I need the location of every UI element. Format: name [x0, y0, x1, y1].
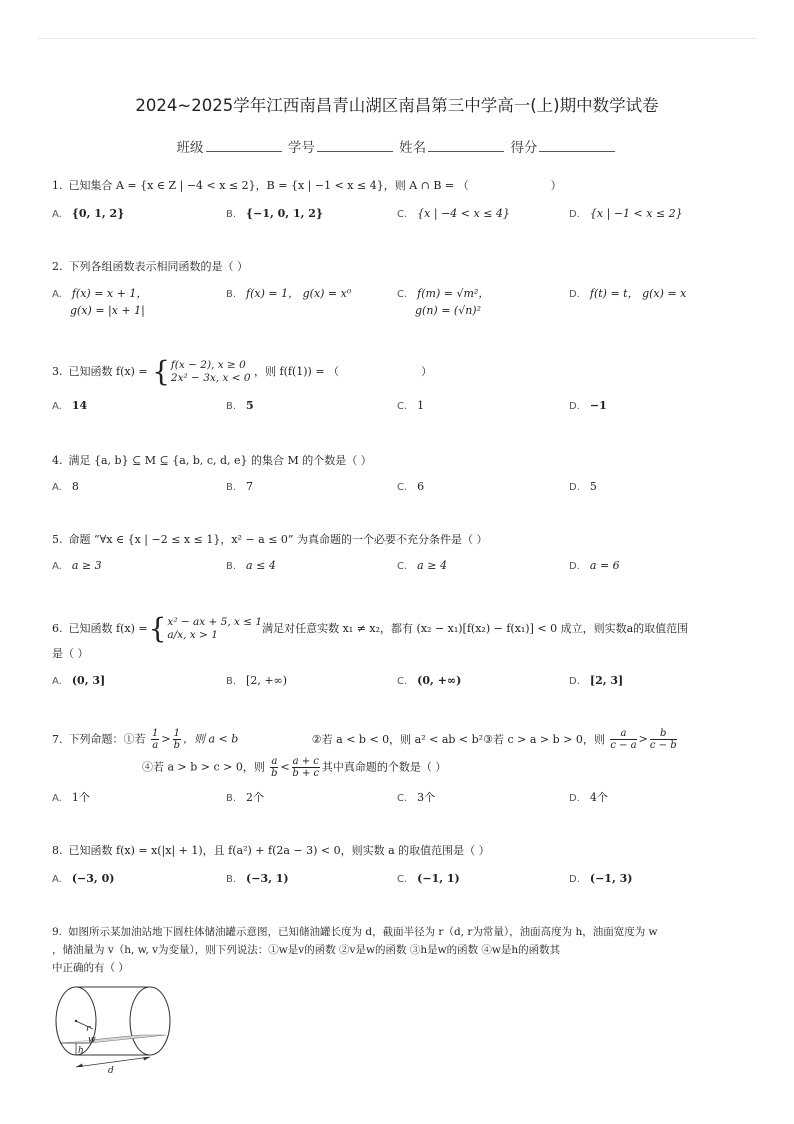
option-a[interactable] [52, 790, 90, 807]
name-label: 姓名 [399, 140, 427, 156]
question-number: 9. [52, 926, 63, 938]
option-text: (−3, 0) [71, 872, 115, 885]
option-d[interactable] [569, 558, 620, 575]
option-text: a ≤ 4 [246, 559, 276, 572]
option-text: {0, 1, 2} [71, 207, 125, 220]
option-label: C. [397, 676, 408, 687]
option-c[interactable] [397, 790, 435, 807]
option-a[interactable] [52, 871, 114, 888]
option-label: B. [226, 793, 237, 804]
piecewise-brace: { [152, 355, 170, 388]
option-label: B. [226, 561, 237, 572]
id-blank[interactable] [317, 139, 393, 152]
option-a[interactable] [52, 286, 147, 319]
question-stem-end: ） [421, 365, 433, 378]
label-h: h [78, 1046, 84, 1056]
question-9-line2 [52, 942, 756, 958]
option-a[interactable] [52, 673, 105, 690]
arrow-left [76, 1064, 83, 1068]
option-b[interactable] [226, 206, 323, 223]
option-text: 8 [71, 480, 79, 493]
option-d[interactable] [569, 206, 683, 223]
option-text: 7 [246, 480, 254, 493]
question-number: 2. [52, 260, 63, 273]
case-2: a/x, x > 1 [167, 629, 218, 641]
stem-part-1: 下列命题：①若 [68, 732, 146, 746]
student-info-line [0, 136, 794, 156]
top-rule [38, 38, 756, 39]
piecewise-cases [167, 616, 262, 642]
option-label: A. [52, 561, 62, 572]
option-b[interactable] [226, 398, 254, 415]
right-end-ellipse [130, 987, 170, 1055]
option-text: −1 [589, 399, 607, 412]
option-text-line2: g(n) = (√n)² [415, 304, 482, 317]
question-number: 7. [52, 732, 63, 746]
option-text: (−3, 1) [246, 872, 289, 885]
option-text: [2, +∞) [246, 674, 288, 687]
option-text: (0, +∞) [417, 674, 462, 687]
question-9-line3 [52, 960, 756, 976]
option-label: C. [397, 209, 408, 220]
oil-tank-figure [48, 985, 178, 1081]
option-text: a ≥ 4 [417, 559, 447, 572]
option-text: f(m) = √m²， [417, 287, 490, 300]
question-number: 6. [52, 622, 63, 635]
question-stem-end: ） [550, 179, 562, 192]
option-c[interactable] [397, 286, 489, 319]
option-label: C. [397, 561, 408, 572]
option-c[interactable] [397, 398, 424, 415]
id-label: 学号 [287, 140, 315, 156]
question-3 [52, 355, 752, 388]
question-stem-line2: ，储油量为 v（h, w, v为变量），则下列说法：①w是v的函数 ②v是w的函数 ③h是w的函数 ④w是h的函数其 [52, 944, 561, 956]
question-2 [52, 259, 752, 275]
option-c[interactable] [397, 479, 424, 496]
fraction-1-over-b: $\frac{1}{b}$ [173, 728, 180, 751]
option-label: A. [52, 209, 62, 220]
option-text: f(t) = t， g(x) = x [589, 287, 687, 300]
question-stem-pre: 已知函数 f(x) = [68, 365, 148, 378]
piecewise-cases [171, 359, 251, 385]
option-label: C. [397, 482, 408, 493]
question-number: 4. [52, 454, 63, 467]
option-text: a ≥ 3 [71, 559, 102, 572]
option-label: D. [569, 676, 580, 687]
question-stem-post: ，则 f(f(1)) = （ [254, 365, 340, 378]
option-text: 2个 [246, 791, 265, 804]
option-text: a = 6 [589, 559, 620, 572]
option-b[interactable] [226, 558, 276, 575]
option-text: (−1, 3) [589, 872, 633, 885]
option-label: B. [226, 482, 237, 493]
option-text: 6 [417, 480, 425, 493]
fraction-a-over-b: $\frac{a}{b}$ [271, 756, 278, 779]
option-label: C. [397, 874, 408, 885]
option-d[interactable] [569, 790, 608, 807]
option-text: 1 [417, 399, 425, 412]
score-blank[interactable] [539, 139, 615, 152]
question-9 [52, 924, 756, 940]
option-label: D. [569, 289, 580, 300]
option-label: D. [569, 561, 580, 572]
option-label: A. [52, 793, 62, 804]
option-text: (−1, 1) [417, 872, 460, 885]
option-b[interactable] [226, 871, 289, 888]
option-label: D. [569, 401, 580, 412]
case-2: 2x² − 3x, x < 0 [170, 372, 251, 384]
question-stem: 已知函数 f(x) = x(|x| + 1)，且 f(a²) + f(2a − 3) < 0，则实数 a 的取值范围是（ ） [68, 844, 490, 857]
question-stem-line3: 中正确的有（ ） [52, 962, 129, 974]
option-label: D. [569, 874, 580, 885]
option-label: D. [569, 209, 580, 220]
option-label: B. [226, 209, 237, 220]
label-d: d [108, 1066, 114, 1076]
option-label: C. [397, 793, 408, 804]
option-c[interactable] [397, 206, 510, 223]
option-label: B. [226, 874, 237, 885]
exam-title: 2024~2025学年江西南昌青山湖区南昌第三中学高一(上)期中数学试卷 [135, 96, 659, 115]
option-c[interactable] [397, 871, 460, 888]
case-1: x² − ax + 5, x ≤ 1 [167, 616, 263, 628]
option-text: 5 [589, 480, 597, 493]
question-stem: 满足 {a, b} ⊆ M ⊆ {a, b, c, d, e} 的集合 M 的个数是（ ） [68, 454, 372, 467]
option-label: C. [397, 401, 408, 412]
question-stem-line2: 是（ ） [52, 647, 89, 660]
option-text: 14 [71, 399, 88, 412]
option-text: 4个 [589, 791, 608, 804]
label-w: w [88, 1035, 96, 1045]
option-text: (0, 3] [71, 674, 106, 687]
option-b[interactable] [226, 790, 264, 807]
stem-part-3: ④若 a > b > c > 0，则 [142, 760, 265, 774]
option-text: f(x) = x + 1， [71, 287, 148, 300]
option-label: A. [52, 676, 62, 687]
option-text: f(x) = 1， g(x) = x⁰ [246, 287, 352, 300]
option-a[interactable] [52, 479, 79, 496]
fraction-a-plus-c-over-b-plus-c: $\frac{a + c}{b + c}$ [292, 756, 320, 779]
fraction-a-over-c-minus-a: $\frac{a}{c - a}$ [610, 728, 637, 751]
fraction-b-over-c-minus-b: $\frac{b}{c - b}$ [649, 728, 677, 751]
option-d[interactable] [569, 398, 607, 415]
option-label: B. [226, 289, 237, 300]
option-c[interactable] [397, 558, 447, 575]
option-text: 1个 [71, 791, 90, 804]
option-d[interactable] [569, 871, 632, 888]
option-label: D. [569, 482, 580, 493]
question-5 [52, 532, 752, 548]
option-text-line2: g(x) = |x + 1| [70, 304, 145, 317]
case-1: f(x − 2), x ≥ 0 [170, 359, 246, 371]
option-a[interactable] [52, 558, 102, 575]
question-6 [52, 612, 752, 645]
question-stem: 已知集合 A = {x ∈ Z | −4 < x ≤ 2}，B = {x | −1 < x ≤ 4}，则 A ∩ B = （ [68, 179, 469, 192]
option-d[interactable] [569, 286, 686, 303]
option-text: [2, 3] [589, 674, 624, 687]
option-label: A. [52, 874, 62, 885]
option-a[interactable] [52, 206, 124, 223]
stem-part-3b: 其中真命题的个数是（ ） [321, 760, 447, 774]
question-number: 8. [52, 844, 63, 857]
score-label: 得分 [510, 140, 538, 156]
option-text: {−1, 0, 1, 2} [246, 207, 324, 220]
question-7-line2: ④若 a > b > c > 0，则 $\frac{a}{b}$ < $\frac{a + c}{b + c}$ 其中真命题的个数是（ ） [142, 756, 447, 779]
fraction-1-over-a: $\frac{1}{a}$ [152, 728, 159, 751]
piecewise-brace: { [148, 612, 167, 645]
center-point [75, 1020, 77, 1022]
option-label: B. [226, 401, 237, 412]
option-d[interactable] [569, 479, 597, 496]
question-stem: 命题 “∀x ∈ {x | −2 ≤ x ≤ 1}，x² − a ≤ 0” 为真命题的一个必要不充分条件是（ ） [68, 533, 488, 546]
class-label: 班级 [176, 140, 204, 156]
stem-part-1b: ，则 a < b [182, 732, 239, 746]
option-c[interactable] [397, 673, 461, 690]
option-b[interactable] [226, 673, 287, 690]
question-number: 5. [52, 533, 63, 546]
question-stem-pre: 已知函数 f(x) = [68, 622, 148, 635]
option-label: A. [52, 289, 62, 300]
option-label: C. [397, 289, 408, 300]
question-8 [52, 843, 752, 859]
question-stem-post: 满足对任意实数 x₁ ≠ x₂，都有 (x₂ − x₁)[f(x₂) − f(x₁)] < 0 成立，则实数a的取值范围 [262, 622, 689, 635]
option-text: 5 [246, 399, 254, 412]
question-6-line2 [52, 646, 752, 662]
question-7: 7. 下列命题：①若 $\frac{1}{a}$ > $\frac{1}{b}$ ，则 a < b ②若 a < b < 0，则 a² < ab < b²③若 c > a > b > 0，则 $\frac{a}{c - a}$ > $\frac{b}{c - b}$ [52, 728, 677, 751]
option-label: D. [569, 793, 580, 804]
question-stem-line1: 如图所示某加油站地下圆柱体储油罐示意图，已知储油罐长度为 d，截面半径为 r（d, r为常量），油面高度为 h，油面宽度为 w [68, 926, 658, 938]
option-a[interactable] [52, 398, 87, 415]
option-b[interactable] [226, 479, 253, 496]
stem-part-2: ②若 a < b < 0，则 a² < ab < b²③若 c > a > b > 0，则 [311, 732, 605, 746]
option-label: A. [52, 401, 62, 412]
question-4 [52, 453, 752, 469]
option-label: A. [52, 482, 62, 493]
label-r: r [86, 1024, 91, 1034]
option-text: 3个 [417, 791, 436, 804]
question-stem: 下列各组函数表示相同函数的是（ ） [68, 260, 248, 273]
question-number: 3. [52, 365, 63, 378]
option-text: {x | −4 < x ≤ 4} [417, 207, 510, 220]
option-label: B. [226, 676, 237, 687]
question-1 [52, 178, 752, 194]
option-b[interactable] [226, 286, 351, 303]
class-blank[interactable] [206, 139, 282, 152]
name-blank[interactable] [428, 139, 504, 152]
question-number: 1. [52, 179, 63, 192]
cylinder-diagram [48, 985, 178, 1077]
option-text: {x | −1 < x ≤ 2} [589, 207, 683, 220]
option-d[interactable] [569, 673, 623, 690]
arrow-right [143, 1057, 150, 1061]
